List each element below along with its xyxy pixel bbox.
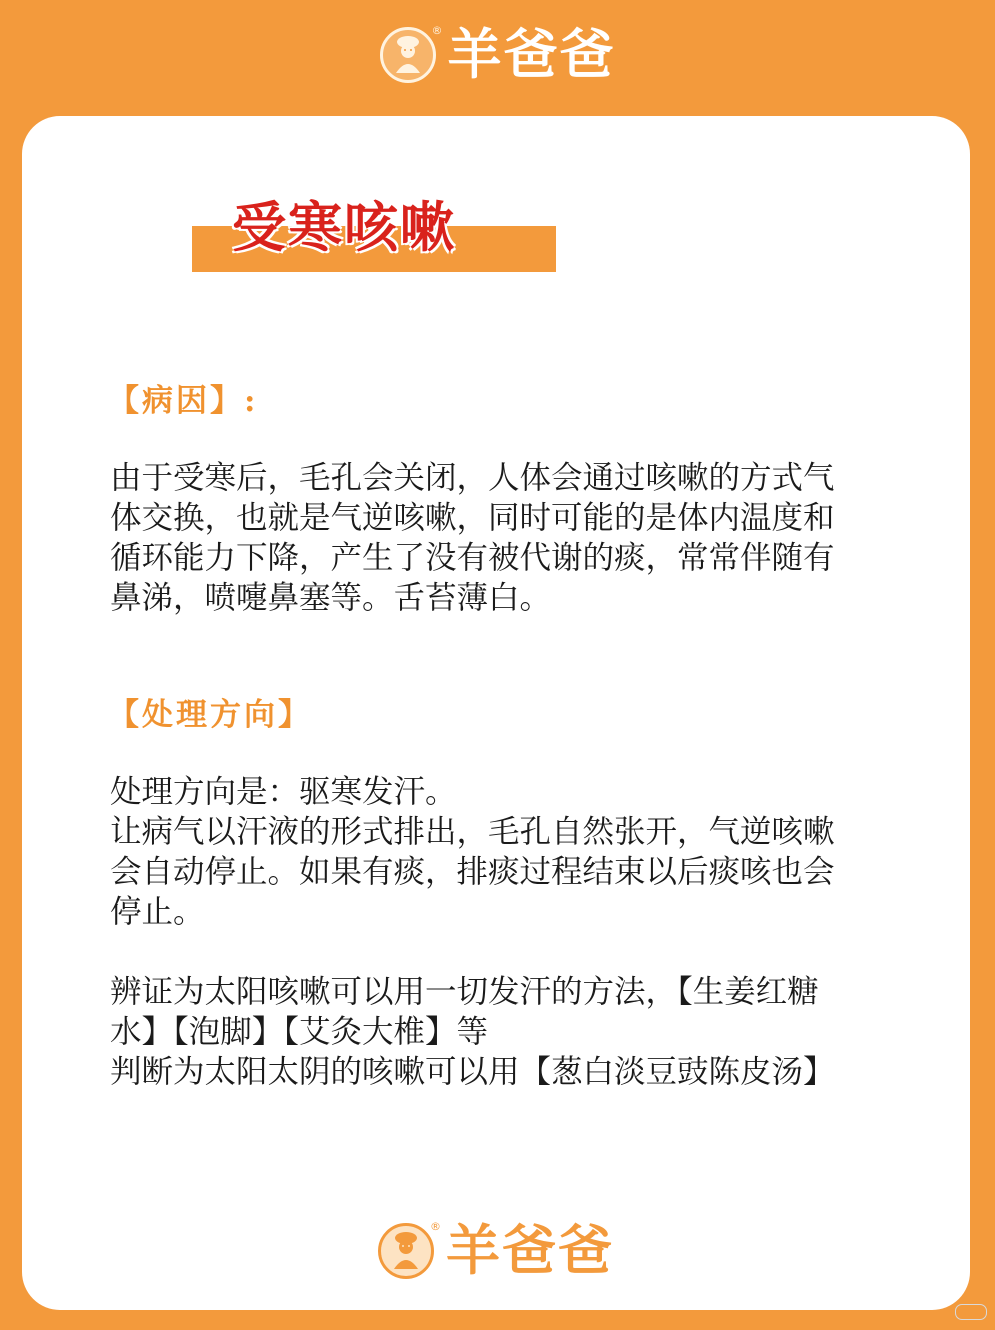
cause-line: 体交换，也就是气逆咳嗽，同时可能的是体内温度和 (110, 500, 835, 536)
registered-mark: ® (430, 1220, 441, 1233)
brand-header (0, 20, 995, 90)
chef-boy-logo-icon (380, 24, 443, 83)
corner-watermark (955, 1304, 987, 1320)
treatment-line: 让病气以汗液的形式排出，毛孔自然张开，气逆咳嗽 (110, 814, 835, 850)
cause-line: 由于受寒后，毛孔会关闭，人体会通过咳嗽的方式气 (110, 460, 835, 496)
treatment-paragraph (110, 772, 910, 932)
remedy-line: 判断为太阳太阴的咳嗽可以用【葱白淡豆豉陈皮汤】 (110, 1054, 835, 1090)
remedy-line: 水】【泡脚】【艾灸大椎】等 (110, 1014, 489, 1050)
section-heading-cause: 【病因】: (108, 383, 259, 419)
cause-line: 循环能力下降，产生了没有被代谢的痰，常常伴随有 (110, 540, 835, 576)
cause-line: 鼻涕，喷嚏鼻塞等。舌苔薄白。 (110, 580, 552, 616)
treatment-line: 处理方向是：驱寒发汗。 (110, 774, 457, 810)
registered-mark: ® (431, 24, 443, 37)
brand-footer (22, 1216, 970, 1286)
remedy-line: 辨证为太阳咳嗽可以用一切发汗的方法，【生姜红糖 (110, 974, 819, 1010)
brand-name: 羊爸爸 (447, 23, 616, 86)
treatment-line: 停止。 (110, 894, 205, 930)
chef-boy-logo-icon (378, 1220, 441, 1279)
page-title: 受寒咳嗽 (232, 195, 456, 259)
remedy-paragraph (110, 972, 910, 1092)
page-title-block (192, 195, 556, 272)
chef-boy-figure-icon (391, 35, 425, 75)
brand-name: 羊爸爸 (446, 1219, 614, 1282)
chef-boy-figure-icon (389, 1231, 423, 1271)
content-card (22, 116, 970, 1310)
section-heading-treatment: 【处理方向】 (108, 697, 312, 733)
treatment-line: 会自动停止。如果有痰，排痰过程结束以后痰咳也会 (110, 854, 835, 890)
cause-paragraph (110, 458, 910, 618)
